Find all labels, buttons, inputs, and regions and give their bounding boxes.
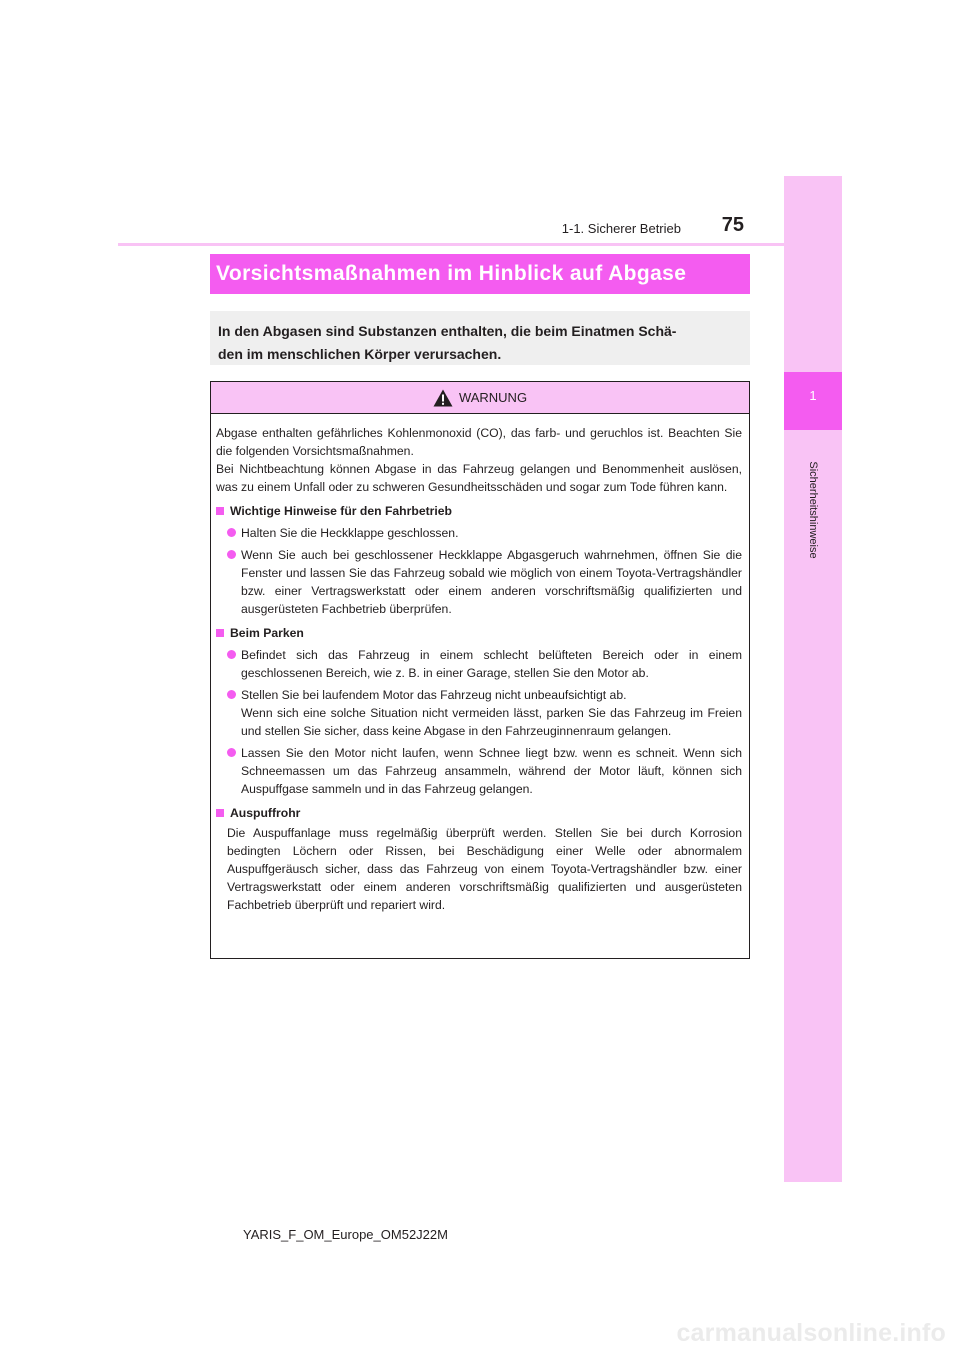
side-tab	[784, 176, 842, 1182]
list-item-text: Halten Sie die Heckklappe geschlossen.	[241, 526, 459, 540]
list-item	[216, 646, 742, 682]
section-heading-text: Beim Parken	[230, 626, 304, 640]
warning-box	[210, 381, 750, 959]
warning-triangle-icon	[433, 389, 453, 407]
header-rule	[118, 243, 784, 246]
intro-box	[210, 311, 750, 365]
square-bullet-icon	[216, 809, 224, 817]
list-item-text: Wenn Sie auch bei geschlossener Heckklappe Abgasgeruch wahrnehmen, öffnen Sie die Fenster und lassen Sie das Fahrzeug sobald wie möglich von einem Toyota-Vertragshändler bzw. einer Vertragswerkstatt oder einem anderen vorschriftsmäßig qualifizierten und ausgerüsteten Fachbetrieb überprüfen.	[241, 548, 742, 616]
list-item-line-2: Wenn sich eine solche Situation nicht vermeiden lässt, parken Sie das Fahrzeug im Freien und stellen Sie sicher, dass keine Abgase in den Fahrzeuginnenraum gelangen.	[241, 706, 742, 738]
dot-bullet-icon	[227, 528, 236, 537]
square-bullet-icon	[216, 629, 224, 637]
page-number: 75	[721, 214, 744, 236]
warning-content	[211, 414, 749, 914]
list-item-text: Lassen Sie den Motor nicht laufen, wenn Schnee liegt bzw. wenn es schneit. Wenn sich Schneemassen um das Fahrzeug ansammeln, während der Motor läuft, können sich Auspuffgase sammeln und in das Fahrzeug gelangen.	[241, 746, 742, 796]
list-item	[216, 524, 742, 542]
page-title: Vorsichtsmaßnahmen im Hinblick auf Abgase	[216, 262, 687, 285]
chapter-label: Sicherheitshinweise	[807, 461, 819, 559]
dot-bullet-icon	[227, 550, 236, 559]
chapter-number: 1	[809, 388, 817, 403]
dot-bullet-icon	[227, 748, 236, 757]
list-item	[216, 686, 742, 740]
list-item-text: Befindet sich das Fahrzeug in einem schlecht belüfteten Bereich oder in einem geschlossenen Bereich, wie z. B. in einer Garage, stellen Sie den Motor ab.	[241, 648, 742, 680]
intro-line-2: den im menschlichen Körper verursachen.	[218, 346, 502, 362]
warning-intro-paragraph-1: Abgase enthalten gefährliches Kohlenmonoxid (CO), das farb- und geruchlos ist. Beachten Sie die folgenden Vorsichtsmaßnahmen.	[216, 426, 742, 458]
list-item-line-1: Stellen Sie bei laufendem Motor das Fahrzeug nicht unbeaufsichtigt ab.	[241, 688, 627, 702]
section-heading-parking	[216, 624, 742, 642]
list-item	[216, 744, 742, 798]
warning-title: WARNUNG	[458, 390, 528, 405]
dot-bullet-icon	[227, 650, 236, 659]
title-bar	[210, 254, 750, 294]
section-heading-driving	[216, 502, 742, 520]
section-heading-text: Auspuffrohr	[230, 806, 301, 820]
intro-line-1: In den Abgasen sind Substanzen enthalten, die beim Einatmen Schä-	[218, 323, 677, 339]
header-section: 1-1. Sicherer Betrieb	[561, 221, 681, 236]
watermark: carmanualsonline.info	[676, 1319, 946, 1347]
list-item-text	[241, 686, 742, 740]
warning-intro-paragraph-2: Bei Nichtbeachtung können Abgase in das Fahrzeug gelangen und Benommenheit auslösen, was zu einem Unfall oder zu schweren Gesundheitsschäden und sogar zum Tode führen kann.	[216, 462, 742, 494]
section-body-text: Die Auspuffanlage muss regelmäßig überprüft werden. Stellen Sie bei durch Korrosion bedingten Löchern oder Rissen, bei Beschädigung einer Welle oder abnormalem Auspuffgeräusch sicher, dass das Fahrzeug von einem Toyota-Vertragshändler bzw. einer Vertragswerkstatt oder einem anderen vorschriftsmäßig qualifizierten und ausgerüsteten Fachbetrieb überprüft und repariert wird.	[227, 826, 742, 912]
list-item	[216, 546, 742, 618]
section-heading-exhaust-pipe	[216, 804, 742, 822]
dot-bullet-icon	[227, 690, 236, 699]
footer-document-code: YARIS_F_OM_Europe_OM52J22M	[243, 1227, 448, 1242]
warning-header	[211, 382, 749, 414]
square-bullet-icon	[216, 507, 224, 515]
section-heading-text: Wichtige Hinweise für den Fahrbetrieb	[230, 504, 453, 518]
